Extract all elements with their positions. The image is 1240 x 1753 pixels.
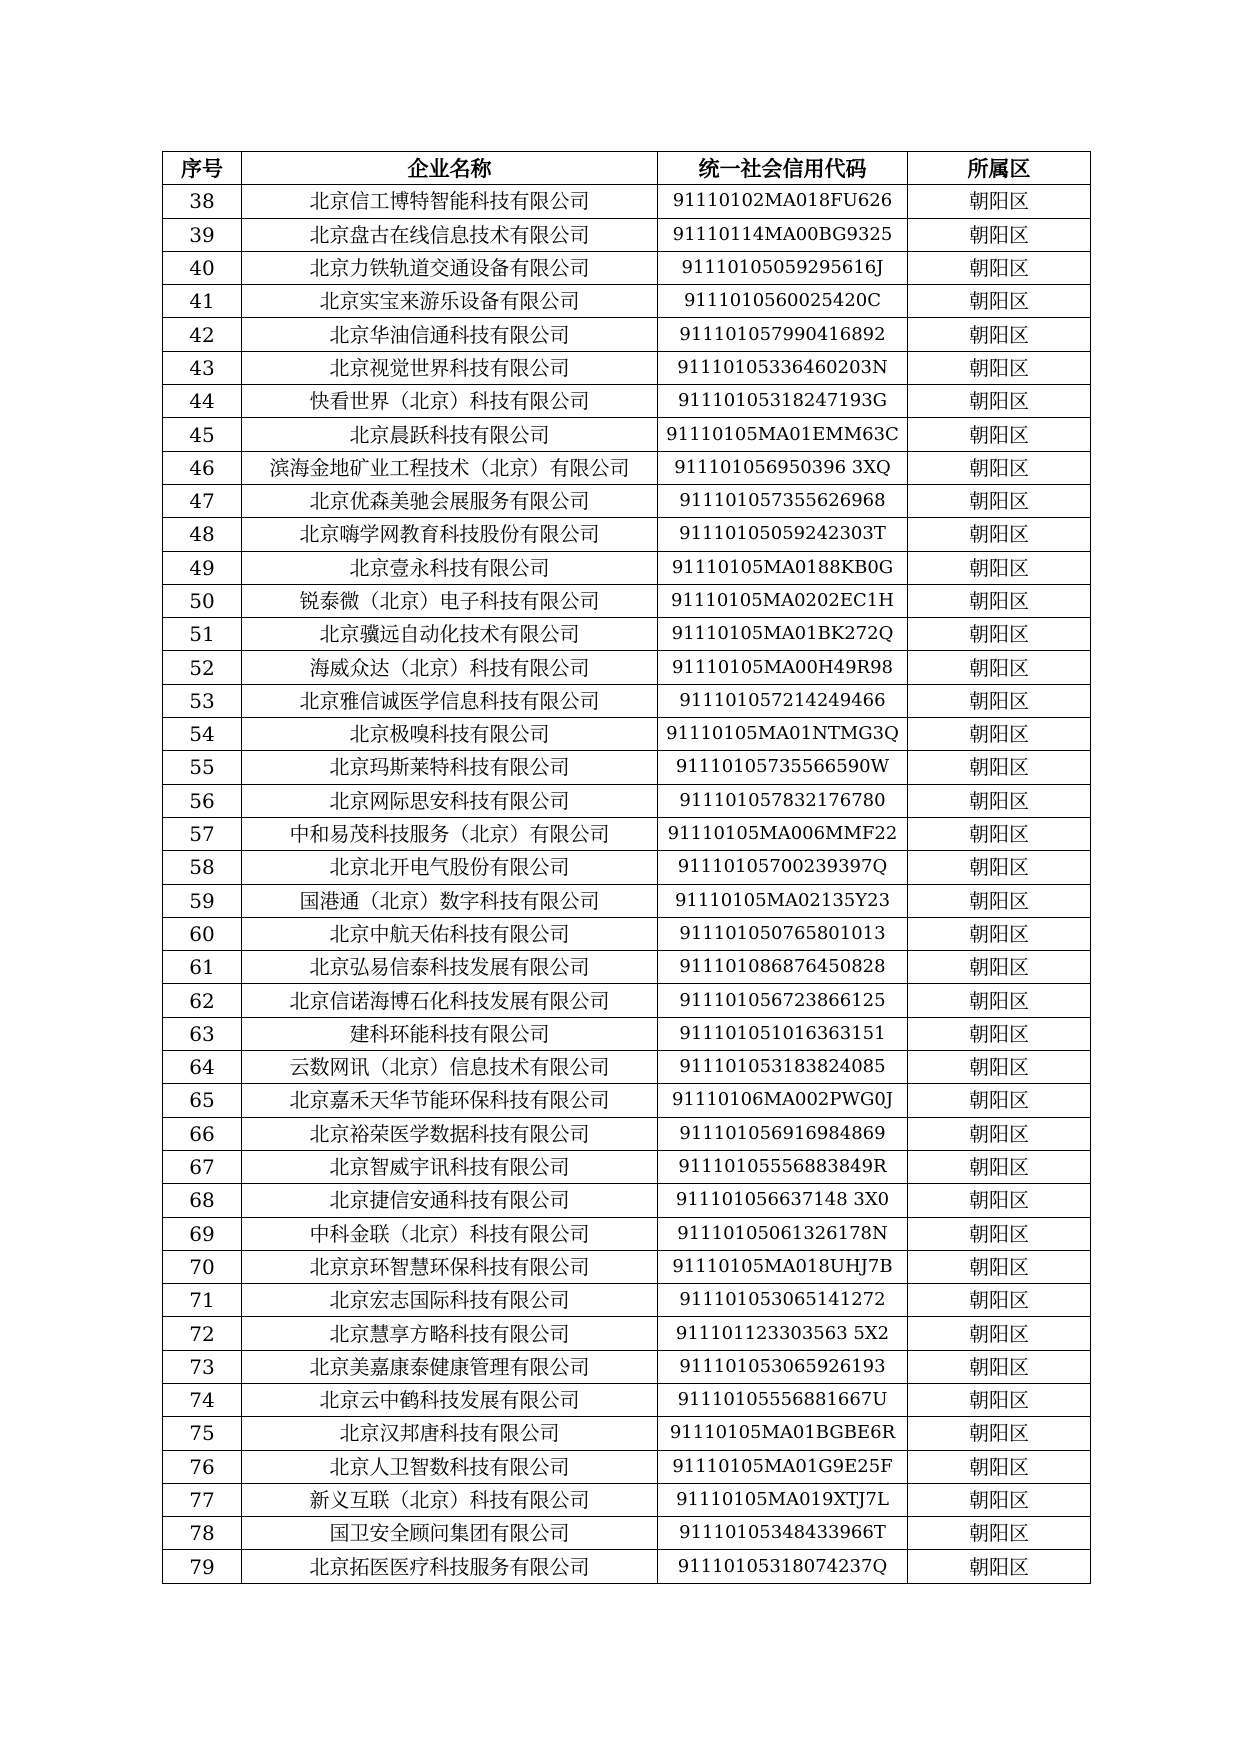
cell-company-name: 北京网际思安科技有限公司 (242, 784, 658, 817)
cell-credit-code: 91110105059295616J (658, 251, 908, 284)
table-row (163, 1317, 1091, 1350)
cell-serial-number: 66 (163, 1117, 242, 1150)
cell-serial-number: 59 (163, 884, 242, 917)
cell-credit-code: 91110105061326178N (658, 1217, 908, 1250)
cell-serial-number: 50 (163, 584, 242, 617)
cell-serial-number: 61 (163, 951, 242, 984)
table-row (163, 1483, 1091, 1516)
cell-serial-number: 71 (163, 1284, 242, 1317)
table-row (163, 1417, 1091, 1450)
cell-district: 朝阳区 (908, 418, 1091, 451)
table-row (163, 451, 1091, 484)
table-row (163, 1184, 1091, 1217)
cell-district: 朝阳区 (908, 1550, 1091, 1583)
cell-credit-code: 911101056637148 3X0 (658, 1184, 908, 1217)
cell-company-name: 北京信工博特智能科技有限公司 (242, 185, 658, 218)
table-row (163, 484, 1091, 517)
table-row (163, 318, 1091, 351)
cell-credit-code: 91110105556881667U (658, 1383, 908, 1416)
cell-district: 朝阳区 (908, 1417, 1091, 1450)
cell-credit-code: 91110105700239397Q (658, 851, 908, 884)
cell-credit-code: 91110102MA018FU626 (658, 185, 908, 218)
cell-district: 朝阳区 (908, 1350, 1091, 1383)
cell-credit-code: 91110105MA0188KB0G (658, 551, 908, 584)
cell-credit-code: 911101051016363151 (658, 1017, 908, 1050)
cell-serial-number: 68 (163, 1184, 242, 1217)
table-row (163, 951, 1091, 984)
table-row (163, 618, 1091, 651)
cell-district: 朝阳区 (908, 884, 1091, 917)
cell-district: 朝阳区 (908, 551, 1091, 584)
table-row (163, 285, 1091, 318)
cell-credit-code: 91110105MA02135Y23 (658, 884, 908, 917)
cell-district: 朝阳区 (908, 1117, 1091, 1150)
cell-company-name: 锐泰微（北京）电子科技有限公司 (242, 584, 658, 617)
cell-serial-number: 67 (163, 1150, 242, 1183)
cell-serial-number: 69 (163, 1217, 242, 1250)
cell-credit-code: 911101053065141272 (658, 1284, 908, 1317)
cell-serial-number: 78 (163, 1517, 242, 1550)
cell-district: 朝阳区 (908, 285, 1091, 318)
cell-district: 朝阳区 (908, 951, 1091, 984)
cell-credit-code: 9111010560025420C (658, 285, 908, 318)
cell-company-name: 北京拓医医疗科技服务有限公司 (242, 1550, 658, 1583)
cell-district: 朝阳区 (908, 518, 1091, 551)
cell-district: 朝阳区 (908, 784, 1091, 817)
cell-company-name: 北京汉邦唐科技有限公司 (242, 1417, 658, 1450)
cell-company-name: 北京骥远自动化技术有限公司 (242, 618, 658, 651)
table-row (163, 1383, 1091, 1416)
cell-credit-code: 91110105MA01BK272Q (658, 618, 908, 651)
cell-district: 朝阳区 (908, 984, 1091, 1017)
table-row (163, 385, 1091, 418)
table-row (163, 884, 1091, 917)
cell-credit-code: 911101050765801013 (658, 917, 908, 950)
cell-credit-code: 91110105336460203N (658, 351, 908, 384)
cell-company-name: 国港通（北京）数字科技有限公司 (242, 884, 658, 917)
table-header-row (163, 152, 1091, 185)
cell-serial-number: 77 (163, 1483, 242, 1516)
cell-company-name: 中和易茂科技服务（北京）有限公司 (242, 817, 658, 850)
table-row (163, 251, 1091, 284)
cell-serial-number: 63 (163, 1017, 242, 1050)
table-row (163, 651, 1091, 684)
cell-credit-code: 91110105556883849R (658, 1150, 908, 1183)
cell-company-name: 北京盘古在线信息技术有限公司 (242, 218, 658, 251)
cell-company-name: 北京嘉禾天华节能环保科技有限公司 (242, 1084, 658, 1117)
table-row (163, 751, 1091, 784)
table-row (163, 1017, 1091, 1050)
cell-district: 朝阳区 (908, 1483, 1091, 1516)
cell-serial-number: 43 (163, 351, 242, 384)
table-row (163, 218, 1091, 251)
cell-district: 朝阳区 (908, 1383, 1091, 1416)
cell-serial-number: 38 (163, 185, 242, 218)
cell-district: 朝阳区 (908, 1317, 1091, 1350)
table-row (163, 718, 1091, 751)
cell-district: 朝阳区 (908, 1084, 1091, 1117)
cell-district: 朝阳区 (908, 1051, 1091, 1084)
cell-district: 朝阳区 (908, 817, 1091, 850)
cell-serial-number: 57 (163, 817, 242, 850)
cell-district: 朝阳区 (908, 651, 1091, 684)
cell-serial-number: 52 (163, 651, 242, 684)
cell-district: 朝阳区 (908, 684, 1091, 717)
cell-serial-number: 58 (163, 851, 242, 884)
cell-credit-code: 91110105348433966T (658, 1517, 908, 1550)
table-row (163, 418, 1091, 451)
cell-credit-code: 91110105MA006MMF22 (658, 817, 908, 850)
cell-company-name: 北京宏志国际科技有限公司 (242, 1284, 658, 1317)
header-district: 所属区 (908, 152, 1091, 185)
cell-district: 朝阳区 (908, 1184, 1091, 1217)
cell-credit-code: 911101056950396 3XQ (658, 451, 908, 484)
cell-serial-number: 64 (163, 1051, 242, 1084)
cell-district: 朝阳区 (908, 318, 1091, 351)
cell-credit-code: 91110105059242303T (658, 518, 908, 551)
cell-company-name: 国卫安全顾问集团有限公司 (242, 1517, 658, 1550)
table-row (163, 351, 1091, 384)
table-row (163, 1150, 1091, 1183)
cell-serial-number: 46 (163, 451, 242, 484)
cell-district: 朝阳区 (908, 351, 1091, 384)
cell-credit-code: 911101086876450828 (658, 951, 908, 984)
table-row (163, 1084, 1091, 1117)
cell-serial-number: 73 (163, 1350, 242, 1383)
cell-credit-code: 911101057832176780 (658, 784, 908, 817)
table-row (163, 1217, 1091, 1250)
cell-company-name: 北京极嗅科技有限公司 (242, 718, 658, 751)
cell-serial-number: 75 (163, 1417, 242, 1450)
cell-serial-number: 47 (163, 484, 242, 517)
cell-credit-code: 911101057214249466 (658, 684, 908, 717)
cell-serial-number: 72 (163, 1317, 242, 1350)
cell-company-name: 北京力铁轨道交通设备有限公司 (242, 251, 658, 284)
cell-credit-code: 911101053065926193 (658, 1350, 908, 1383)
cell-serial-number: 45 (163, 418, 242, 451)
cell-serial-number: 62 (163, 984, 242, 1017)
cell-credit-code: 911101056723866125 (658, 984, 908, 1017)
cell-credit-code: 91110105318074237Q (658, 1550, 908, 1583)
cell-credit-code: 911101123303563 5X2 (658, 1317, 908, 1350)
cell-credit-code: 911101057990416892 (658, 318, 908, 351)
cell-serial-number: 79 (163, 1550, 242, 1583)
cell-company-name: 建科环能科技有限公司 (242, 1017, 658, 1050)
header-serial-number: 序号 (163, 152, 242, 185)
cell-credit-code: 911101057355626968 (658, 484, 908, 517)
cell-credit-code: 91110105MA01BGBE6R (658, 1417, 908, 1450)
cell-credit-code: 91110105MA01EMM63C (658, 418, 908, 451)
cell-company-name: 北京弘易信泰科技发展有限公司 (242, 951, 658, 984)
table-row (163, 784, 1091, 817)
table-row (163, 185, 1091, 218)
cell-company-name: 北京晨跃科技有限公司 (242, 418, 658, 451)
cell-serial-number: 40 (163, 251, 242, 284)
table-row (163, 1517, 1091, 1550)
cell-district: 朝阳区 (908, 917, 1091, 950)
cell-district: 朝阳区 (908, 385, 1091, 418)
cell-credit-code: 91110105MA018UHJ7B (658, 1250, 908, 1283)
cell-company-name: 北京捷信安通科技有限公司 (242, 1184, 658, 1217)
cell-serial-number: 54 (163, 718, 242, 751)
cell-district: 朝阳区 (908, 618, 1091, 651)
cell-credit-code: 91110105MA01NTMG3Q (658, 718, 908, 751)
table-row (163, 1117, 1091, 1150)
table-row (163, 1450, 1091, 1483)
cell-serial-number: 44 (163, 385, 242, 418)
cell-credit-code: 91110105MA0202EC1H (658, 584, 908, 617)
cell-company-name: 北京嗨学网教育科技股份有限公司 (242, 518, 658, 551)
cell-serial-number: 49 (163, 551, 242, 584)
cell-company-name: 北京壹永科技有限公司 (242, 551, 658, 584)
table-row (163, 518, 1091, 551)
table-row (163, 1051, 1091, 1084)
table-row (163, 584, 1091, 617)
cell-district: 朝阳区 (908, 751, 1091, 784)
cell-credit-code: 91110105735566590W (658, 751, 908, 784)
cell-credit-code: 91110105318247193G (658, 385, 908, 418)
cell-company-name: 北京美嘉康泰健康管理有限公司 (242, 1350, 658, 1383)
cell-company-name: 北京实宝来游乐设备有限公司 (242, 285, 658, 318)
table-body (163, 185, 1091, 1583)
cell-district: 朝阳区 (908, 1150, 1091, 1183)
cell-serial-number: 60 (163, 917, 242, 950)
cell-district: 朝阳区 (908, 1017, 1091, 1050)
cell-district: 朝阳区 (908, 1250, 1091, 1283)
cell-company-name: 北京华油信通科技有限公司 (242, 318, 658, 351)
cell-company-name: 海威众达（北京）科技有限公司 (242, 651, 658, 684)
table-row (163, 917, 1091, 950)
cell-company-name: 北京云中鹤科技发展有限公司 (242, 1383, 658, 1416)
cell-district: 朝阳区 (908, 185, 1091, 218)
table-row (163, 851, 1091, 884)
table-row (163, 817, 1091, 850)
cell-company-name: 新义互联（北京）科技有限公司 (242, 1483, 658, 1516)
cell-serial-number: 48 (163, 518, 242, 551)
cell-company-name: 北京雅信诚医学信息科技有限公司 (242, 684, 658, 717)
cell-company-name: 北京慧享方略科技有限公司 (242, 1317, 658, 1350)
cell-district: 朝阳区 (908, 718, 1091, 751)
cell-company-name: 北京裕荣医学数据科技有限公司 (242, 1117, 658, 1150)
cell-credit-code: 91110105MA019XTJ7L (658, 1483, 908, 1516)
cell-credit-code: 91110106MA002PWG0J (658, 1084, 908, 1117)
cell-credit-code: 91110105MA01G9E25F (658, 1450, 908, 1483)
cell-company-name: 北京中航天佑科技有限公司 (242, 917, 658, 950)
cell-company-name: 中科金联（北京）科技有限公司 (242, 1217, 658, 1250)
cell-district: 朝阳区 (908, 1284, 1091, 1317)
header-credit-code: 统一社会信用代码 (658, 152, 908, 185)
cell-district: 朝阳区 (908, 218, 1091, 251)
company-table (162, 151, 1091, 1584)
cell-district: 朝阳区 (908, 1217, 1091, 1250)
table-row (163, 1250, 1091, 1283)
cell-company-name: 滨海金地矿业工程技术（北京）有限公司 (242, 451, 658, 484)
cell-district: 朝阳区 (908, 1450, 1091, 1483)
table-row (163, 551, 1091, 584)
cell-district: 朝阳区 (908, 1517, 1091, 1550)
cell-company-name: 北京智威宇讯科技有限公司 (242, 1150, 658, 1183)
cell-company-name: 北京信诺海博石化科技发展有限公司 (242, 984, 658, 1017)
cell-serial-number: 76 (163, 1450, 242, 1483)
cell-district: 朝阳区 (908, 451, 1091, 484)
cell-district: 朝阳区 (908, 851, 1091, 884)
cell-serial-number: 74 (163, 1383, 242, 1416)
table-row (163, 684, 1091, 717)
cell-company-name: 北京视觉世界科技有限公司 (242, 351, 658, 384)
cell-district: 朝阳区 (908, 484, 1091, 517)
cell-company-name: 北京北开电气股份有限公司 (242, 851, 658, 884)
cell-serial-number: 55 (163, 751, 242, 784)
table-row (163, 1550, 1091, 1583)
cell-serial-number: 51 (163, 618, 242, 651)
table-row (163, 984, 1091, 1017)
cell-district: 朝阳区 (908, 584, 1091, 617)
cell-credit-code: 911101053183824085 (658, 1051, 908, 1084)
cell-serial-number: 53 (163, 684, 242, 717)
table-row (163, 1284, 1091, 1317)
cell-company-name: 北京人卫智数科技有限公司 (242, 1450, 658, 1483)
cell-district: 朝阳区 (908, 251, 1091, 284)
cell-serial-number: 42 (163, 318, 242, 351)
cell-credit-code: 91110114MA00BG9325 (658, 218, 908, 251)
table-row (163, 1350, 1091, 1383)
cell-company-name: 云数网讯（北京）信息技术有限公司 (242, 1051, 658, 1084)
cell-company-name: 北京京环智慧环保科技有限公司 (242, 1250, 658, 1283)
cell-credit-code: 91110105MA00H49R98 (658, 651, 908, 684)
cell-serial-number: 65 (163, 1084, 242, 1117)
header-company-name: 企业名称 (242, 152, 658, 185)
cell-company-name: 快看世界（北京）科技有限公司 (242, 385, 658, 418)
cell-serial-number: 70 (163, 1250, 242, 1283)
cell-serial-number: 41 (163, 285, 242, 318)
cell-company-name: 北京优森美驰会展服务有限公司 (242, 484, 658, 517)
cell-serial-number: 56 (163, 784, 242, 817)
cell-serial-number: 39 (163, 218, 242, 251)
cell-credit-code: 911101056916984869 (658, 1117, 908, 1150)
cell-company-name: 北京玛斯莱特科技有限公司 (242, 751, 658, 784)
